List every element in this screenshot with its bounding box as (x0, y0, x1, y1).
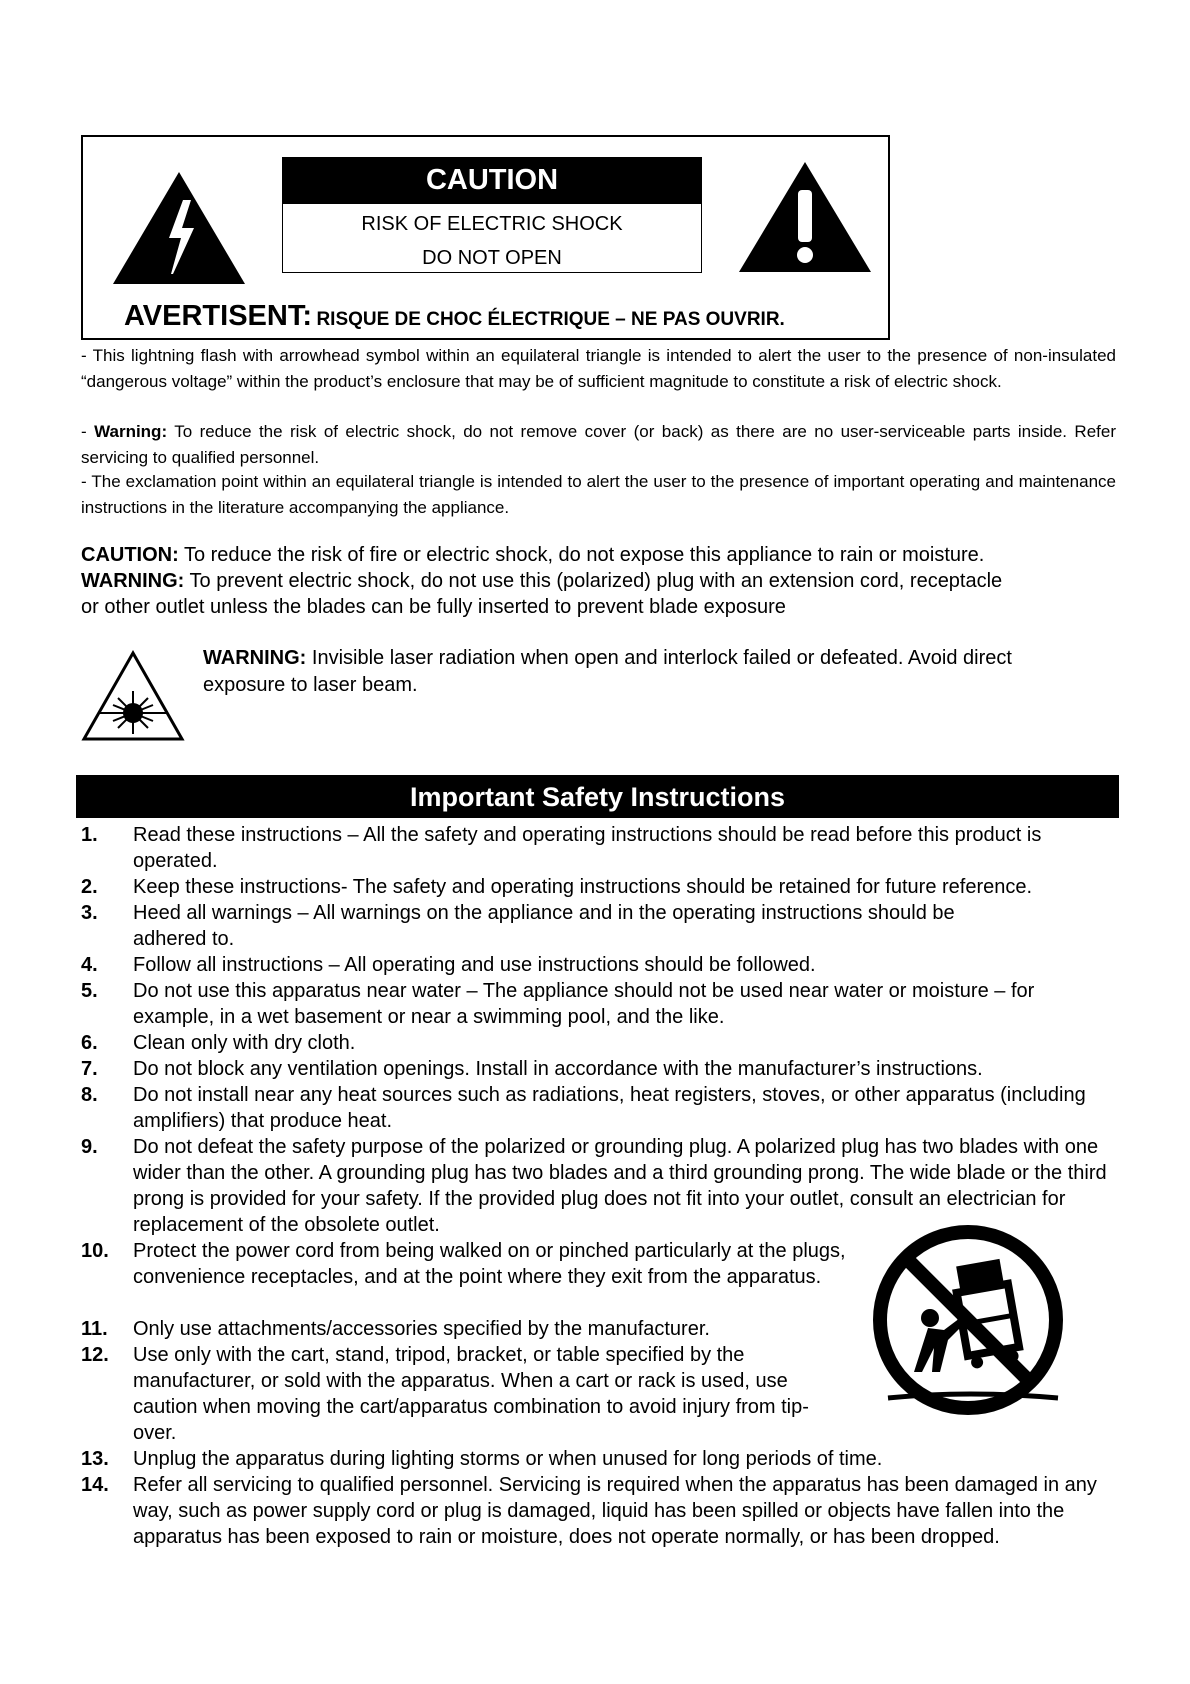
risk-of-shock-text: RISK OF ELECTRIC SHOCK (361, 213, 623, 235)
laser-warning-label: WARNING: (203, 647, 307, 669)
safety-item-number: 10. (81, 1240, 109, 1262)
safety-item-text: Protect the power cord from being walked on or pinched particularly at the plugs, convenience receptacles, and at the point where they exit from the apparatus. (133, 1240, 846, 1288)
safety-item-text: Refer all servicing to qualified personnel. Servicing is required when the apparatus has been damaged in any way, such as power supply cord or plug is damaged, liquid has been spilled or objects have fallen into the apparatus has been exposed to rain or moisture, does not operate normally, or has been dropped. (133, 1474, 1097, 1548)
warning-statement-label: WARNING: (81, 570, 185, 592)
warning-statement-text: To prevent electric shock, do not use this (polarized) plug with an extension cord, receptacle (184, 570, 1003, 592)
warning-note (81, 419, 1116, 471)
french-warning (124, 300, 785, 333)
french-warning-text: RISQUE DE CHOC ÉLECTRIQUE – NE PAS OUVRIR. (316, 309, 785, 330)
laser-warning-body: Invisible laser radiation when open and interlock failed or defeated. Avoid direct exposure to laser beam. (203, 647, 1012, 696)
lightning-note: - This lightning flash with arrowhead symbol within an equilateral triangle is intended to alert the user to the presence of non-insulated “dangerous voltage” within the product’s enclosure that may be of sufficient magnitude to constitute a risk of electric shock. (81, 346, 1116, 391)
safety-item-number: 5. (81, 980, 98, 1002)
safety-item-text: Do not block any ventilation openings. Install in accordance with the manufacturer’s instructions. (133, 1058, 983, 1080)
safety-item-text: Read these instructions – All the safety and operating instructions should be read before this product is operated. (133, 824, 1042, 872)
safety-item-number: 3. (81, 902, 98, 924)
caution-statement (81, 542, 1121, 568)
safety-item-number: 9. (81, 1136, 98, 1158)
safety-item-number: 1. (81, 824, 98, 846)
french-warning-label: AVERTISENT: (124, 300, 312, 332)
safety-item-text: Use only with the cart, stand, tripod, bracket, or table specified by the manufacturer, or sold with the apparatus. When a cart or rack is used, use caution when moving the cart/apparatus combination to avoid injury from tip-over. (133, 1344, 809, 1444)
warning-note-label: Warning: (94, 422, 168, 441)
laser-warning-icon (81, 650, 185, 742)
laser-warning-text (203, 645, 1083, 699)
safety-item-number: 12. (81, 1344, 109, 1366)
safety-item-text: Do not install near any heat sources such as radiations, heat registers, stoves, or other apparatus (including amplifiers) that produce heat. (133, 1084, 1086, 1132)
safety-item-number: 7. (81, 1058, 98, 1080)
exclamation-triangle-icon (735, 160, 875, 275)
safety-item-text: Clean only with dry cloth. (133, 1032, 356, 1054)
warning-statement-continued: or other outlet unless the blades can be fully inserted to prevent blade exposure (81, 596, 786, 618)
warning-statement (81, 568, 1121, 594)
safety-item-number: 13. (81, 1448, 109, 1470)
safety-item-number: 6. (81, 1032, 98, 1054)
safety-item-text: Do not defeat the safety purpose of the polarized or grounding plug. A polarized plug has two blades with one wider than the other. A grounding plug has two blades and a third grounding prong. The wide blade or the third prong is provided for your safety. If the provided plug does not fit into your outlet, consult an electrician for replacement of the obsolete outlet. (133, 1136, 1107, 1236)
lightning-triangle-icon (109, 168, 249, 288)
safety-item-text: Heed all warnings – All warnings on the appliance and in the operating instructions should be adhered to. (133, 902, 955, 950)
safety-item-number: 11. (81, 1318, 108, 1340)
exclamation-note: - The exclamation point within an equilateral triangle is intended to alert the user to the presence of important operating and maintenance instructions in the literature accompanying the appliance. (81, 472, 1116, 517)
safety-heading: Important Safety Instructions (76, 775, 1119, 818)
safety-item-number: 8. (81, 1084, 98, 1106)
safety-item-text: Keep these instructions- The safety and operating instructions should be retained for future reference. (133, 876, 1033, 898)
caution-statement-label: CAUTION: (81, 544, 179, 566)
safety-item-text: Unplug the apparatus during lighting storms or when unused for long periods of time. (133, 1448, 883, 1470)
safety-item-number: 14. (81, 1474, 109, 1496)
safety-item-text: Only use attachments/accessories specified by the manufacturer. (133, 1318, 710, 1340)
caution-title: CAUTION (282, 157, 702, 204)
safety-item-text: Follow all instructions – All operating and use instructions should be followed. (133, 954, 816, 976)
safety-item-number: 2. (81, 876, 98, 898)
caution-statement-text: To reduce the risk of fire or electric shock, do not expose this appliance to rain or moisture. (178, 544, 985, 566)
safety-item-number: 4. (81, 954, 98, 976)
warning-note-text: To reduce the risk of electric shock, do not remove cover (or back) as there are no user-serviceable parts inside. Refer servicing to qualified personnel. (81, 422, 1117, 467)
warning-note-prefix: - (81, 422, 95, 441)
cart-tip-over-icon (868, 1222, 1068, 1422)
do-not-open-text: DO NOT OPEN (422, 247, 562, 269)
safety-item-text: Do not use this apparatus near water – The appliance should not be used near water or moisture – for example, in a wet basement or near a swimming pool, and the like. (133, 980, 1035, 1028)
